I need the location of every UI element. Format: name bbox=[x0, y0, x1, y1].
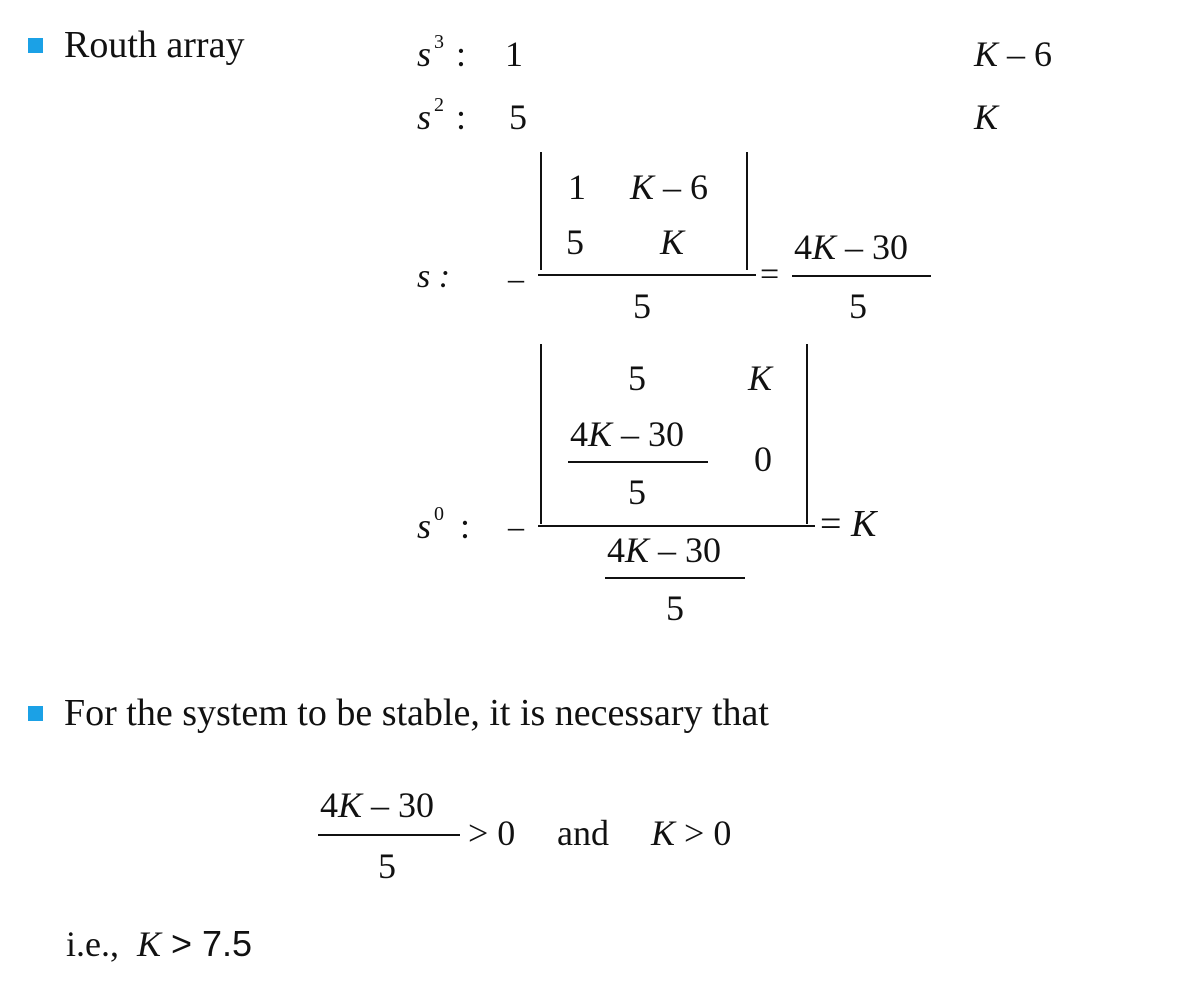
s1-result-num-rest: – 30 bbox=[836, 227, 909, 267]
condition-num-rest: – 30 bbox=[362, 785, 435, 825]
s0-det-right-bar bbox=[806, 344, 808, 524]
s0-den-num-coef: 4 bbox=[607, 530, 625, 570]
row-label-s3 bbox=[417, 36, 431, 72]
s0-result-var: K bbox=[850, 503, 877, 545]
s0-det-left-bar bbox=[540, 344, 542, 524]
s1-det-right-bar bbox=[746, 152, 748, 270]
condition-num-var: K bbox=[338, 785, 363, 825]
row-label-var: s bbox=[417, 34, 432, 74]
condition-and: and bbox=[557, 813, 609, 853]
condition-k-var: K bbox=[651, 813, 676, 853]
s0-det-a22: 0 bbox=[754, 439, 772, 479]
s0-fraction-bar bbox=[538, 525, 815, 527]
s1-det-a21: 5 bbox=[566, 222, 584, 262]
row-label-exponent: 3 bbox=[434, 31, 444, 53]
row-colon: : bbox=[456, 97, 467, 137]
s0-denominator-fraction-bar bbox=[605, 577, 745, 579]
s3-col2-rest: – 6 bbox=[998, 34, 1053, 74]
condition-fraction-bar bbox=[318, 834, 460, 836]
conclusion-var: K bbox=[136, 924, 161, 964]
s0-det-a12: K bbox=[748, 358, 773, 398]
s0-det-a21-num-coef: 4 bbox=[570, 414, 588, 454]
s0-det-a21-fraction-bar bbox=[568, 461, 708, 463]
row-label-var: s bbox=[417, 97, 432, 137]
s1-denominator: 5 bbox=[633, 286, 651, 326]
s1-result-numerator bbox=[794, 229, 908, 265]
s0-det-a21-numerator bbox=[570, 416, 684, 452]
s0-equals-sign: = bbox=[820, 503, 851, 545]
condition-gt-zero: > 0 bbox=[468, 813, 516, 853]
s2-col2: K bbox=[974, 97, 999, 137]
row-label-s1: s : bbox=[417, 258, 451, 295]
s1-result-denominator: 5 bbox=[849, 286, 867, 326]
s1-fraction-bar bbox=[538, 274, 756, 276]
s1-result-num-coef: 4 bbox=[794, 227, 812, 267]
row-colon: : bbox=[460, 506, 471, 546]
s0-det-a11: 5 bbox=[628, 358, 646, 398]
condition-num-coef: 4 bbox=[320, 785, 338, 825]
square-bullet-icon bbox=[28, 706, 43, 721]
s1-det-a12 bbox=[630, 169, 708, 205]
s0-det-a21-num-rest: – 30 bbox=[612, 414, 685, 454]
s2-col1: 5 bbox=[509, 97, 527, 137]
s3-col1: 1 bbox=[505, 34, 523, 74]
s3-col2 bbox=[974, 36, 1052, 72]
s3-col2-var: K bbox=[974, 34, 999, 74]
s0-det-a21-denominator: 5 bbox=[628, 472, 646, 512]
s0-denominator-denominator: 5 bbox=[666, 588, 684, 628]
condition-denominator: 5 bbox=[378, 846, 396, 886]
routh-array-heading: Routh array bbox=[64, 24, 245, 66]
conclusion bbox=[66, 923, 253, 964]
s0-denominator-numerator bbox=[607, 532, 721, 568]
s1-det-a12-var: K bbox=[630, 167, 655, 207]
square-bullet-icon bbox=[28, 38, 43, 53]
s0-result bbox=[820, 505, 876, 543]
conclusion-prefix: i.e., bbox=[66, 924, 119, 964]
s1-minus-sign: – bbox=[508, 260, 524, 296]
row-label-exponent: 0 bbox=[434, 503, 444, 525]
condition-k-rest: > 0 bbox=[675, 813, 732, 853]
s0-den-num-rest: – 30 bbox=[649, 530, 722, 570]
s1-det-a12-rest: – 6 bbox=[654, 167, 709, 207]
condition-k-gt-zero bbox=[651, 815, 731, 851]
s1-det-a22: K bbox=[660, 222, 685, 262]
row-label-exponent: 2 bbox=[434, 94, 444, 116]
row-label-var: s bbox=[417, 506, 432, 546]
s0-den-num-var: K bbox=[625, 530, 650, 570]
s1-det-a11: 1 bbox=[568, 167, 586, 207]
s1-det-left-bar bbox=[540, 152, 542, 270]
s1-equals-sign: = bbox=[760, 256, 780, 293]
s0-minus-sign: – bbox=[508, 508, 524, 544]
row-colon: : bbox=[456, 34, 467, 74]
row-label-s0 bbox=[417, 508, 431, 544]
condition-numerator bbox=[320, 787, 434, 823]
stability-statement: For the system to be stable, it is necessary that bbox=[64, 692, 769, 734]
s1-result-fraction-bar bbox=[792, 275, 931, 277]
s1-result-num-var: K bbox=[812, 227, 837, 267]
s0-det-a21-num-var: K bbox=[588, 414, 613, 454]
conclusion-rest: > 7.5 bbox=[161, 923, 253, 964]
row-label-s2 bbox=[417, 99, 431, 135]
